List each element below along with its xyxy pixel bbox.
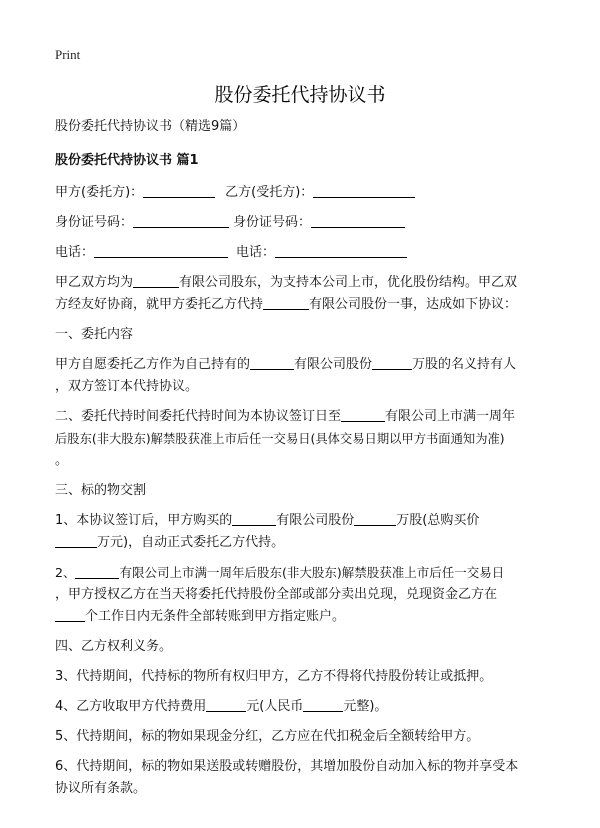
s2-line-3: 。 <box>55 453 69 468</box>
s4-heading: 四、乙方权利义务。 <box>55 639 173 654</box>
s4-4-line <box>55 696 555 718</box>
shares-blank[interactable] <box>372 355 412 370</box>
party-a-blank[interactable] <box>143 183 215 198</box>
phone-row <box>55 242 555 264</box>
id-b-label: 身份证号码： <box>233 215 312 230</box>
clause-text: 万股(总购买价 <box>396 513 480 528</box>
intro-line-1 <box>55 272 555 294</box>
id-row <box>55 212 555 234</box>
s4-6-line-1: 6、代持期间，标的物如果送股或转赠股份，其增加股份自动加入标的物并享受本 <box>55 759 519 774</box>
s3-2-line-3 <box>55 606 555 628</box>
company-blank[interactable] <box>250 355 294 370</box>
s1-line-2: ，双方签订本代持协议。 <box>55 379 199 394</box>
clause-text: 万元)，自动正式委托乙方代持。 <box>97 535 285 550</box>
s3-1-line-1 <box>55 510 555 532</box>
clause-text: 2、 <box>55 565 76 580</box>
clause-text: 个工作日内无条件全部转账到甲方指定账户。 <box>85 609 346 624</box>
company-blank[interactable] <box>232 511 276 526</box>
s4-6-line-2: 协议所有条款。 <box>55 781 147 796</box>
clause-text: 万股的名义持有人 <box>412 357 517 372</box>
price-blank[interactable] <box>55 533 97 548</box>
company-blank[interactable] <box>133 273 179 288</box>
id-a-blank[interactable] <box>133 213 229 228</box>
intro-line-2 <box>55 294 555 316</box>
phone-a-blank[interactable] <box>94 243 228 258</box>
intro-text: 方经友好协商，就甲方委托乙方代持 <box>55 297 264 312</box>
id-b-blank[interactable] <box>311 213 405 228</box>
s1-heading: 一、委托内容 <box>55 327 134 342</box>
fee-rmb-blank[interactable] <box>303 697 343 712</box>
party-b-label: 乙方(受托方)： <box>225 185 314 200</box>
intro-text: 有限公司股份一事，达成如下协议： <box>309 297 518 312</box>
clause-text: 有限公司上市满一周年后股东(非大股东)解禁股获准上市后任一交易日 <box>119 565 505 580</box>
days-blank[interactable] <box>55 607 85 622</box>
s4-3-line: 3、代持期间，代持标的物所有权归甲方，乙方不得将代持股份转让或抵押。 <box>55 669 493 684</box>
phone-b-label: 电话： <box>236 245 276 260</box>
party-row <box>55 182 555 204</box>
shares-blank[interactable] <box>354 511 396 526</box>
fee-blank[interactable] <box>206 697 246 712</box>
clause-text: 二、委托代持时间委托代持时间为本协议签订日至 <box>55 409 342 424</box>
clause-text: 有限公司股份 <box>276 513 355 528</box>
clause-text: 元整)。 <box>343 699 388 714</box>
company-blank[interactable] <box>341 407 385 422</box>
s3-2-line-2: ，甲方授权乙方在当天将委托代持股份全部或部分卖出兑现，兑现资金乙方在 <box>55 587 498 602</box>
print-link[interactable]: Print <box>55 47 81 62</box>
s2-line-1 <box>55 406 555 428</box>
s3-heading: 三、标的物交割 <box>55 483 147 498</box>
intro-text: 有限公司股东，为支持本公司上市，优化股份结构。甲乙双 <box>179 275 518 290</box>
id-a-label: 身份证号码： <box>55 215 134 230</box>
party-b-blank[interactable] <box>313 183 415 198</box>
clause-text: 1、本协议签订后，甲方购买的 <box>55 513 233 528</box>
s4-5-line: 5、代持期间，标的物如果现金分红，乙方应在代扣税金后全额转给甲方。 <box>55 729 480 744</box>
phone-a-label: 电话： <box>55 245 95 260</box>
company-blank[interactable] <box>263 295 309 310</box>
section-heading: 股份委托代持协议书 篇1 <box>55 153 199 168</box>
s2-line-2: 后股东(非大股东)解禁股获准上市后任一交易日(具体交易日期以甲方书面通知为准) <box>55 432 505 446</box>
clause-text: 4、乙方收取甲方代持费用 <box>55 699 207 714</box>
company-blank[interactable] <box>75 564 119 579</box>
clause-text: 甲方自愿委托乙方作为自己持有的 <box>55 357 251 372</box>
s3-1-line-2 <box>55 532 555 554</box>
document-title: 股份委托代持协议书 <box>214 84 386 106</box>
party-a-label: 甲方(委托方)： <box>55 185 144 200</box>
phone-b-blank[interactable] <box>275 243 407 258</box>
clause-text: 元(人民币 <box>246 699 304 714</box>
document-subtitle: 股份委托代持协议书（精选9篇） <box>55 119 246 134</box>
clause-text: 有限公司上市满一周年 <box>385 409 516 424</box>
s3-2-line-1 <box>55 562 555 584</box>
s1-line-1 <box>55 354 555 376</box>
clause-text: 有限公司股份 <box>294 357 373 372</box>
intro-text: 甲乙双方均为 <box>55 275 134 290</box>
